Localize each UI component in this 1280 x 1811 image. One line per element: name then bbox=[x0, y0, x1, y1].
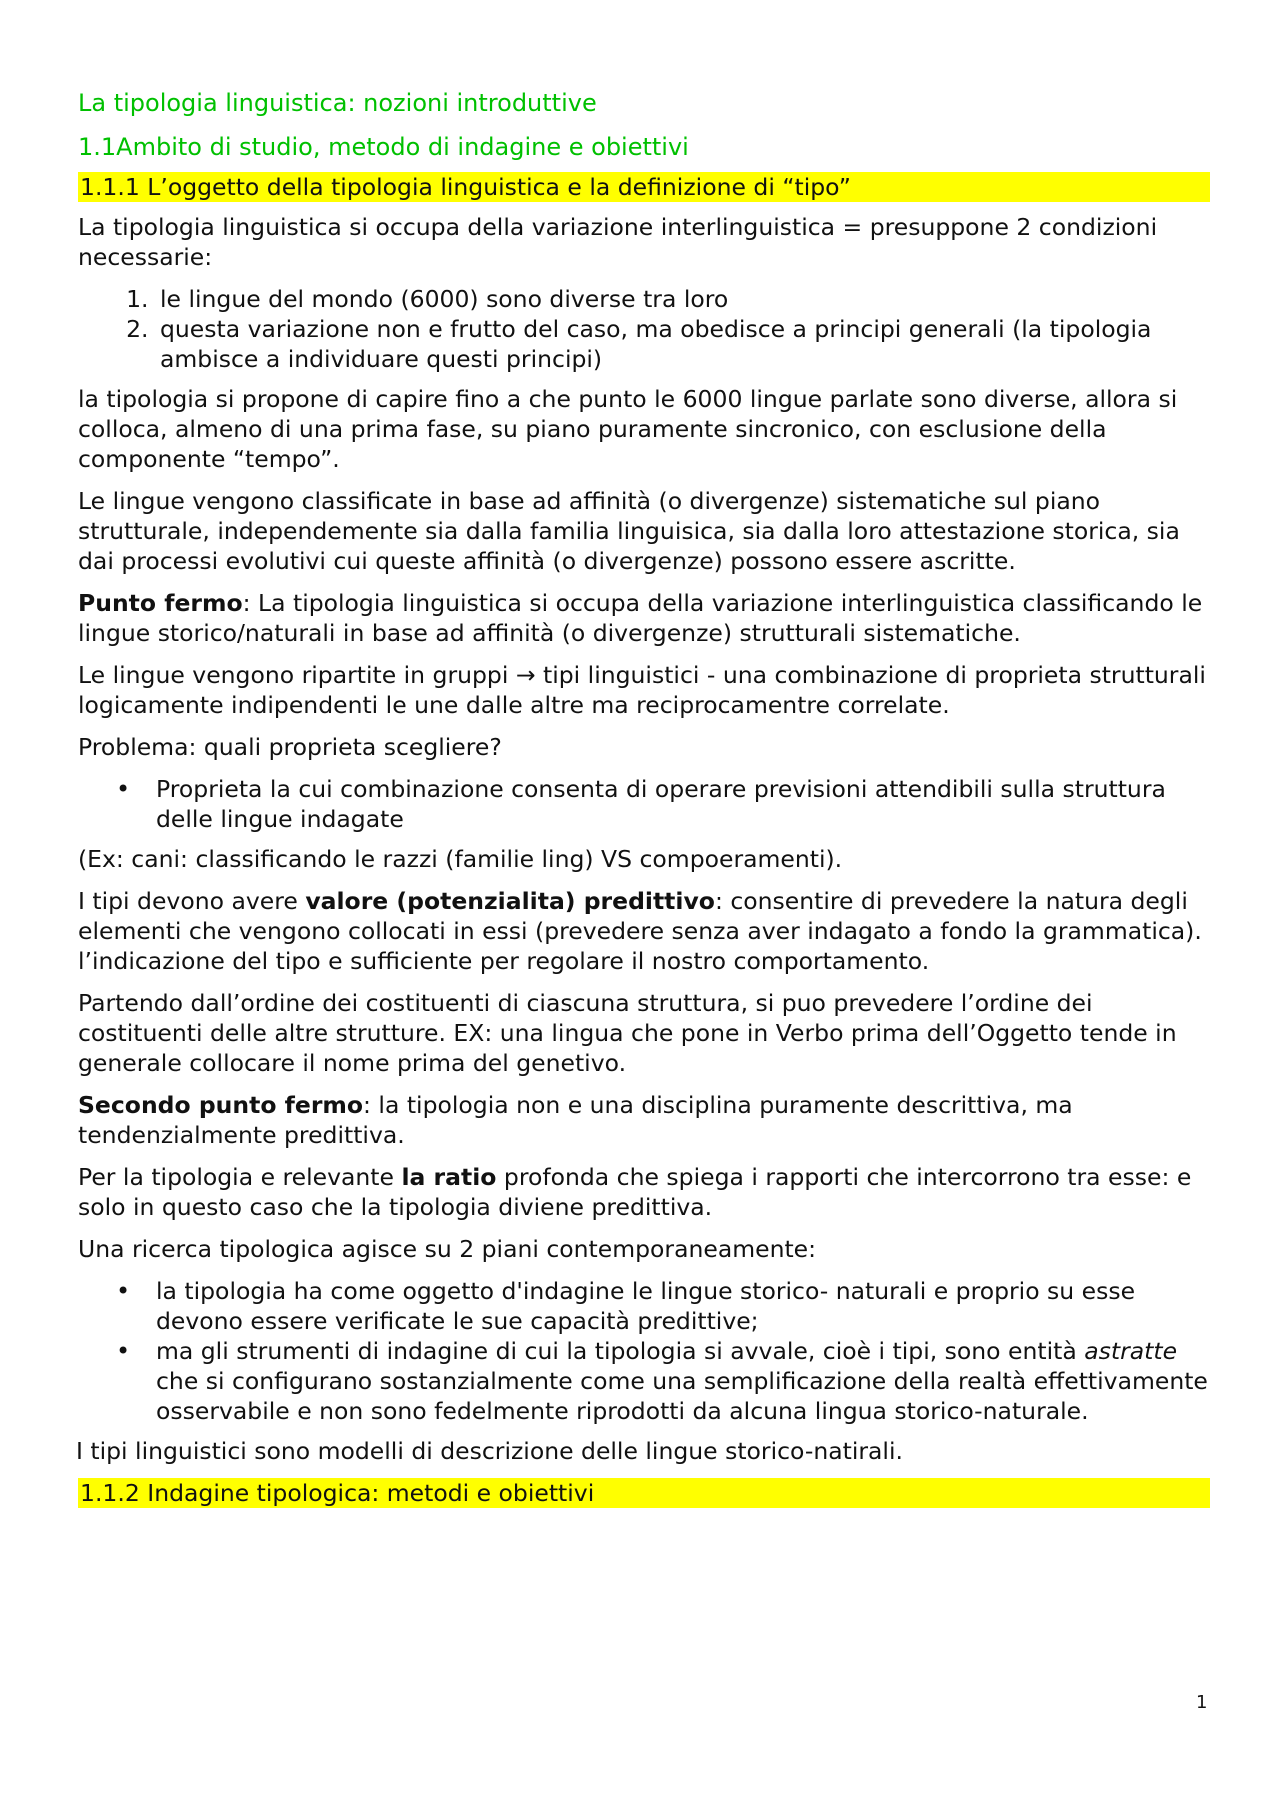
paragraph-5: Le lingue vengono ripartite in gruppi → tipi linguistici - una combinazione di proprieta strutturali logicamente indipendenti le une dalle altre ma reciprocamentre correlate. bbox=[78, 661, 1206, 719]
paragraph-12: Una ricerca tipologica agisce su 2 piani contemporaneamente: bbox=[78, 1235, 817, 1263]
list-item: 1. le lingue del mondo (6000) sono diverse tra loro bbox=[156, 284, 1210, 314]
bullet-list bbox=[78, 1276, 1210, 1426]
paragraph-7: (Ex: cani: classificando le razzi (familie ling) VS compoeramenti). bbox=[78, 845, 843, 873]
paragraph-text: : consentire di prevedere la natura degli elementi che vengono collocati in essi (prevedere senza aver indagato a fondo la grammatica). l’indicazione del tipo e sufficiente per regolare il nostro comportamento. bbox=[78, 887, 1202, 975]
paragraph-11 bbox=[78, 1162, 1210, 1222]
list-item bbox=[156, 1336, 1210, 1426]
list-item: 2. questa variazione non e frutto del caso, ma obedisce a principi generali (la tipologia ambisce a individuare questi principi) bbox=[156, 314, 1210, 374]
bold-term: la ratio bbox=[401, 1163, 497, 1191]
paragraph-text: : la tipologia non e una disciplina puramente descrittiva, ma tendenzialmente predittiva. bbox=[78, 1091, 1073, 1149]
list-item: • Proprieta la cui combinazione consenta di operare previsioni attendibili sulla struttura delle lingue indagate bbox=[156, 774, 1210, 834]
paragraph-3: Le lingue vengono classificate in base ad affinità (o divergenze) sistematiche sul piano strutturale, independemente sia dalla familia linguisica, sia dalla loro attestazione storica, sia dai processi evolutivi cui queste affinità (o divergenze) possono essere ascritte. bbox=[78, 487, 1180, 575]
list-item-text: che si configurano sostanzialmente come una semplificazione della realtà effettivamente osservabile e non sono fedelmente riprodotti da alcuna lingua storico-naturale. bbox=[156, 1367, 1208, 1425]
paragraph-13: I tipi linguistici sono modelli di descrizione delle lingue storico-natirali. bbox=[76, 1437, 903, 1465]
page-number: 1 bbox=[1196, 1692, 1208, 1713]
document-page bbox=[78, 88, 1210, 1518]
paragraph-1: La tipologia linguistica si occupa della variazione interlinguistica = presuppone 2 condizioni necessarie: bbox=[78, 213, 1158, 271]
bullet-list bbox=[78, 774, 1210, 834]
bold-term: Punto fermo bbox=[78, 589, 243, 617]
paragraph-2: la tipologia si propone di capire fino a che punto le 6000 lingue parlate sono diverse, allora si colloca, almeno di una prima fase, su piano puramente sincronico, con esclusione della componente “tempo”. bbox=[78, 385, 1178, 473]
bold-term: Secondo punto fermo bbox=[78, 1091, 364, 1119]
subsection-heading-1-1-1: 1.1.1 L’oggetto della tipologia linguistica e la definizione di “tipo” bbox=[78, 172, 1210, 202]
paragraph-6: Problema: quali proprieta scegliere? bbox=[78, 733, 502, 761]
bold-term: valore (potenzialita) predittivo bbox=[305, 887, 715, 915]
paragraph-text: : La tipologia linguistica si occupa della variazione interlinguistica classificando le lingue storico/naturali in base ad affinità (o divergenze) strutturali sistematiche. bbox=[78, 589, 1203, 647]
list-item: • la tipologia ha come oggetto d'indagine le lingue storico- naturali e proprio su esse devono essere verificate le sue capacità predittive; bbox=[156, 1276, 1210, 1336]
list-item-text: ma gli strumenti di indagine di cui la tipologia si avvale, cioè i tipi, sono entità bbox=[156, 1337, 1085, 1365]
paragraph-text: Per la tipologia e relevante bbox=[78, 1163, 402, 1191]
paragraph-punto-fermo bbox=[78, 588, 1210, 648]
paragraph-text: I tipi devono avere bbox=[78, 887, 306, 915]
paragraph-text: profonda che spiega i rapporti che intercorrono tra esse: e solo in questo caso che la tipologia diviene predittiva. bbox=[78, 1163, 1192, 1221]
document-title: La tipologia linguistica: nozioni introduttive bbox=[78, 89, 597, 117]
paragraph-secondo-punto-fermo bbox=[78, 1090, 1210, 1150]
section-title: 1.1Ambito di studio, metodo di indagine e obiettivi bbox=[78, 133, 689, 161]
paragraph-8 bbox=[78, 886, 1210, 976]
italic-term: astratte bbox=[1084, 1337, 1178, 1365]
paragraph-9: Partendo dall’ordine dei costituenti di ciascuna struttura, si puo prevedere l’ordine dei costituenti delle altre strutture. EX: una lingua che pone in Verbo prima dell’Oggetto tende in generale collocare il nome prima del genetivo. bbox=[78, 989, 1177, 1077]
numbered-list bbox=[78, 284, 1210, 374]
subsection-heading-1-1-2: 1.1.2 Indagine tipologica: metodi e obiettivi bbox=[78, 1478, 1210, 1508]
